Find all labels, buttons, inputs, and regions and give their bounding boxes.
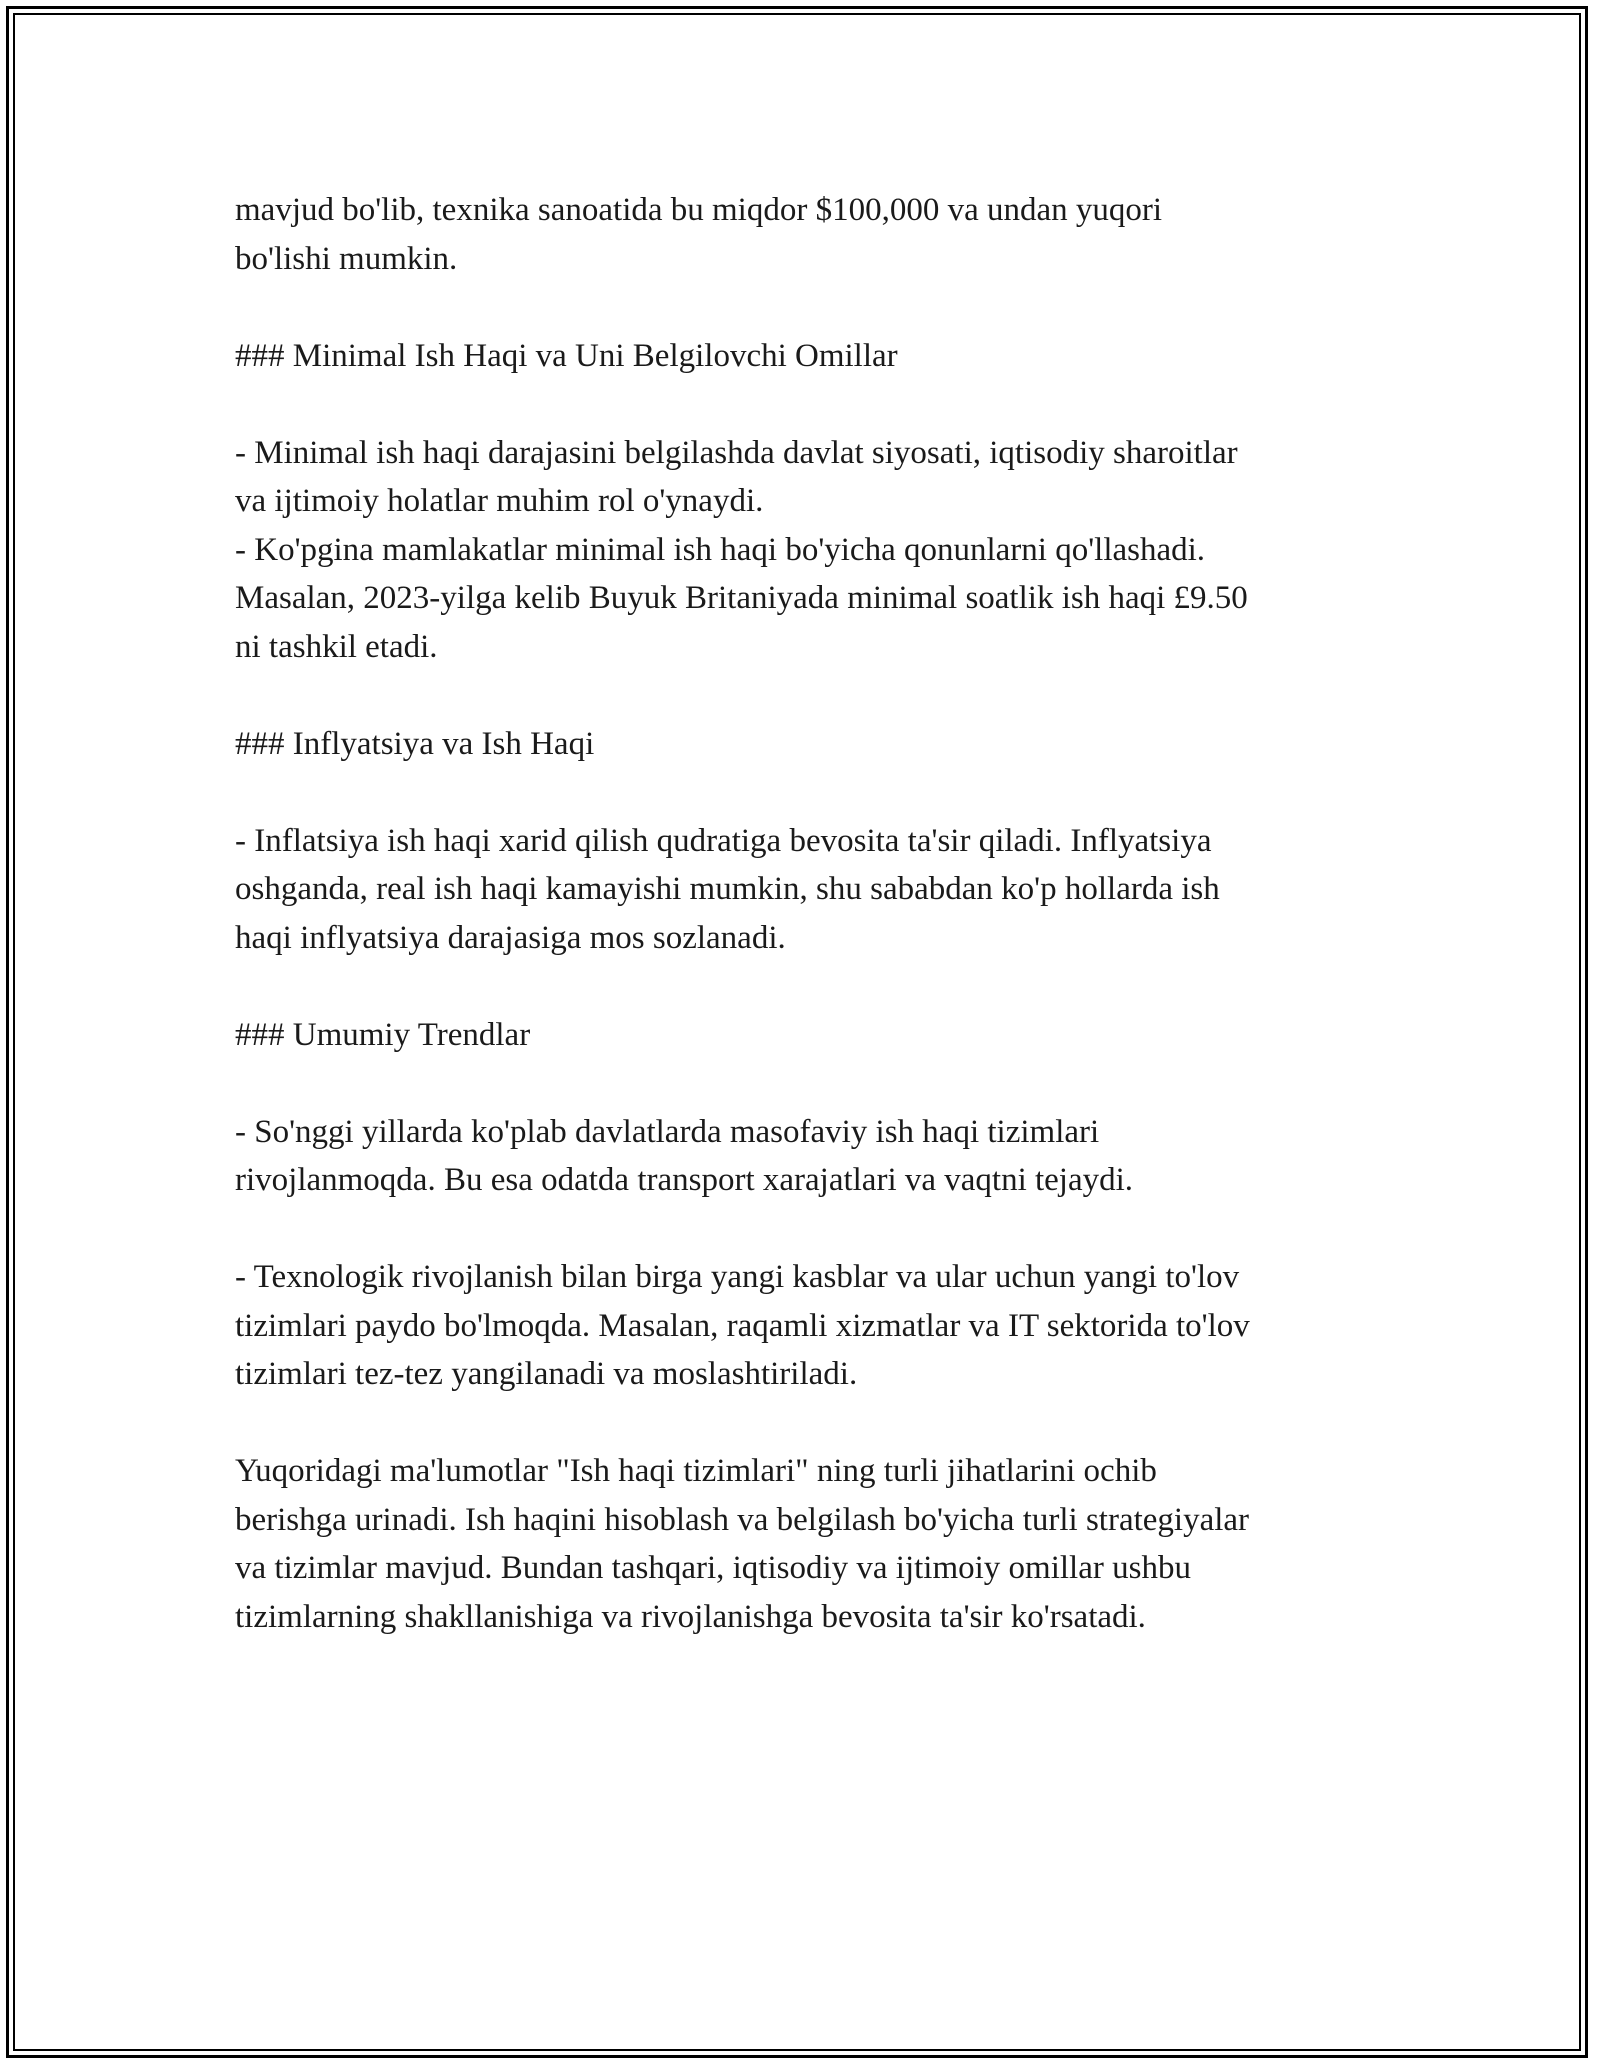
blank-line xyxy=(235,380,1395,429)
paragraph-line: - Texnologik rivojlanish bilan birga yangi kasblar va ular uchun yangi to'lov xyxy=(235,1259,1240,1295)
paragraph-line: - So'nggi yillarda ko'plab davlatlarda masofaviy ish haqi tizimlari xyxy=(235,1113,1100,1150)
paragraph-line: - Inflatsiya ish haqi xarid qilish qudratiga bevosita ta'sir qiladi. Inflyatsiya xyxy=(235,822,1212,859)
paragraph-line: - Minimal ish haqi darajasini belgilashda davlat siyosati, iqtisodiy sharoitlar xyxy=(235,434,1238,471)
blank-line xyxy=(235,1399,1395,1448)
blank-line xyxy=(235,962,1395,1011)
paragraph-line: tizimlari tez-tez yangilanadi va moslashtiriladi. xyxy=(235,1356,858,1392)
paragraph-line: Yuqoridagi ma'lumotlar "Ish haqi tizimlari" ning turli jihatlarini ochib xyxy=(235,1453,1157,1489)
paragraph-line: tizimlari paydo bo'lmoqda. Masalan, raqamli xizmatlar va IT sektorida to'lov xyxy=(235,1307,1250,1344)
section-heading: ### Umumiy Trendlar xyxy=(235,1016,531,1053)
paragraph-line: haqi inflyatsiya darajasiga mos sozlanadi. xyxy=(235,919,786,956)
paragraph-line: va ijtimoiy holatlar muhim rol o'ynaydi. xyxy=(235,483,764,519)
blank-line xyxy=(235,1059,1395,1108)
paragraph-line: - Ko'pgina mamlakatlar minimal ish haqi bo'yicha qonunlarni qo'llashadi. xyxy=(235,531,1206,568)
paragraph-line: Masalan, 2023-yilga kelib Buyuk Britaniyada minimal soatlik ish haqi £9.50 xyxy=(235,580,1248,616)
paragraph-line: tizimlarning shakllanishiga va rivojlanishga bevosita ta'sir ko'rsatadi. xyxy=(235,1598,1146,1635)
paragraph-line: bo'lishi mumkin. xyxy=(235,240,458,277)
paragraph-line: berishga urinadi. Ish haqini hisoblash va belgilash bo'yicha turli strategiyalar xyxy=(235,1501,1250,1538)
blank-line xyxy=(235,671,1395,720)
blank-line xyxy=(235,283,1395,332)
blank-line xyxy=(235,768,1395,817)
paragraph-line: mavjud bo'lib, texnika sanoatida bu miqdor $100,000 va undan yuqori xyxy=(235,192,1163,228)
section-heading: ### Minimal Ish Haqi va Uni Belgilovchi Omillar xyxy=(235,337,898,374)
paragraph-line: oshganda, real ish haqi kamayishi mumkin, shu sababdan ko'p hollarda ish xyxy=(235,871,1220,907)
section-heading: ### Inflyatsiya va Ish Haqi xyxy=(235,725,595,762)
paragraph-line: ni tashkil etadi. xyxy=(235,628,438,665)
paragraph-line: rivojlanmoqda. Bu esa odatda transport xarajatlari va vaqtni tejaydi. xyxy=(235,1162,1134,1198)
document-body xyxy=(235,186,1395,1641)
blank-line xyxy=(235,1205,1395,1254)
paragraph-line: va tizimlar mavjud. Bundan tashqari, iqtisodiy va ijtimoiy omillar ushbu xyxy=(235,1550,1191,1586)
